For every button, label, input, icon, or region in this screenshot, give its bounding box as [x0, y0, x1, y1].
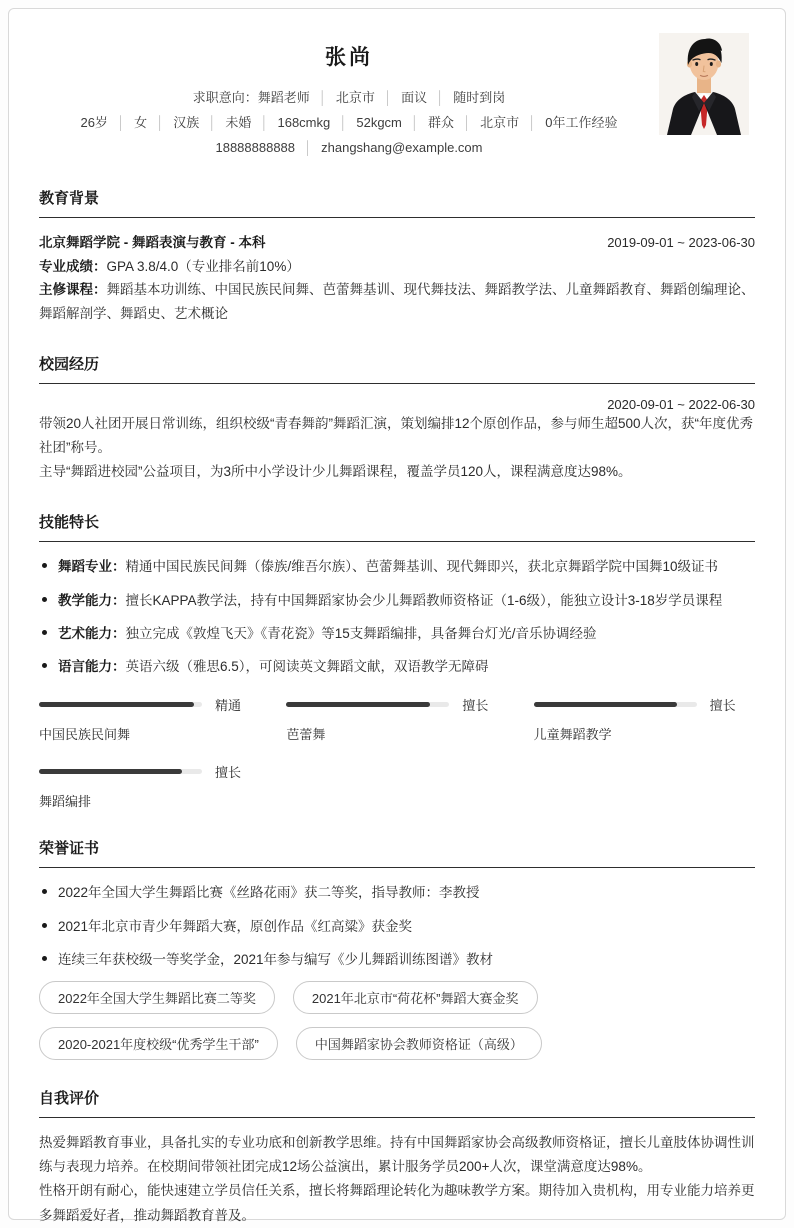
bullet-dot-icon: [42, 597, 47, 602]
skill-bullet: 舞蹈专业：精通中国民族民间舞（傣族/维吾尔族）、芭蕾舞基训、现代舞即兴，获北京舞蹈学院中国舞10级证书: [39, 555, 755, 579]
education-date: 2019-09-01 ~ 2023-06-30: [607, 235, 755, 250]
skill-name: 儿童舞蹈教学: [533, 727, 612, 743]
honor-tags: [39, 981, 755, 1060]
skill-bar-item: [286, 695, 507, 743]
job-intent-item: 舞蹈老师: [257, 90, 310, 105]
bullet-dot-icon: [42, 889, 47, 894]
skill-bar-fill: [534, 702, 677, 707]
self-evaluation-paragraph: 热爱舞蹈教育事业，具备扎实的专业功底和创新教学思维。持有中国舞蹈家协会高级教师资格证，擅长儿童肢体协调性训练与表现力培养。在校期间带领社团完成12场公益演出，累计服务学员200+人次，课堂满意度达98%。: [39, 1134, 755, 1175]
bullet-dot-icon: [42, 956, 47, 961]
skill-bar-item: [534, 695, 755, 743]
skill-bar-track: [39, 702, 202, 707]
education-school-row: [39, 231, 755, 255]
section-honors: [39, 837, 755, 1059]
skill-level-label: 精通: [215, 698, 242, 714]
contact-item: 18888888888: [215, 140, 296, 155]
skill-bar-track: [286, 702, 449, 707]
honor-tag: 2020-2021年度校级“优秀学生干部”: [39, 1027, 278, 1060]
section-title-self-evaluation: 自我评价: [39, 1087, 755, 1118]
skill-bar-track: [534, 702, 697, 707]
profile-item: │ 群众: [410, 115, 455, 130]
education-detail-rows: [39, 255, 755, 326]
job-intent-item: │ 面议: [383, 90, 428, 105]
skill-bars-grid: [39, 695, 755, 810]
bullet-dot-icon: [42, 630, 47, 635]
skill-bar-track: [39, 769, 202, 774]
header-text-block: [39, 27, 659, 160]
skill-name: 舞蹈编排: [39, 794, 92, 810]
section-title-honors: 荣誉证书: [39, 837, 755, 868]
self-evaluation-paragraph: 性格开朗有耐心，能快速建立学员信任关系，擅长将舞蹈理论转化为趣味教学方案。期待加入贵机构，用专业能力培养更多舞蹈爱好者，推动舞蹈教育普及。: [39, 1183, 755, 1223]
avatar-illustration: [659, 33, 749, 135]
skill-bar-item: [39, 695, 260, 743]
contact-items: [215, 140, 482, 155]
separator-bar: │: [528, 115, 537, 130]
skill-bullet: 教学能力：擅长KAPPA教学法，持有中国舞蹈家协会少儿舞蹈教师资格证（1-6级），能独立设计3-18岁学员课程: [39, 589, 755, 613]
education-detail-row: 专业成绩：GPA 3.8/4.0（专业排名前10%）: [39, 258, 300, 274]
header: [39, 27, 755, 160]
skill-bar-fill: [39, 702, 194, 707]
skill-name: 中国民族民间舞: [39, 727, 131, 743]
separator-bar: │: [463, 115, 472, 130]
skill-level-label: 擅长: [462, 698, 489, 714]
profile-item: │ 汉族: [156, 115, 200, 130]
profile-item: 26岁: [80, 115, 108, 130]
skills-bullet-list: [39, 555, 755, 678]
education-school: 北京舞蹈学院 - 舞蹈表演与教育 - 本科: [39, 235, 266, 250]
honor-tag: 中国舞蹈家协会教师资格证（高级）: [296, 1027, 542, 1060]
section-campus: [39, 353, 755, 485]
job-intent-line: [39, 85, 659, 110]
separator-bar: │: [410, 115, 420, 130]
profile-item: │ 北京市: [463, 115, 520, 130]
bullet-dot-icon: [42, 563, 47, 568]
skill-bar-fill: [39, 769, 182, 774]
job-intent-item: │ 随时到岗: [436, 90, 506, 105]
separator-bar: │: [156, 115, 165, 130]
education-detail-row: 主修课程：舞蹈基本功训练、中国民族民间舞、芭蕾舞基训、现代舞技法、舞蹈教学法、儿童舞蹈教育、舞蹈创编理论、舞蹈解剖学、舞蹈史、艺术概论: [39, 282, 755, 321]
job-intent-label: 求职意向：: [192, 90, 258, 105]
skill-bullet: 艺术能力：独立完成《敦煌飞天》《青花瓷》等15支舞蹈编排，具备舞台灯光/音乐协调经验: [39, 622, 755, 646]
section-title-campus: 校园经历: [39, 353, 755, 384]
resume-page: [8, 8, 786, 1223]
profile-item: │ 0年工作经验: [528, 115, 618, 130]
job-intent-items: [258, 90, 505, 105]
campus-paragraphs: [39, 412, 755, 485]
profile-line: [39, 110, 659, 135]
section-self-evaluation: [39, 1087, 755, 1228]
contact-line: [39, 135, 659, 160]
separator-bar: │: [436, 90, 445, 105]
honor-bullet: 2022年全国大学生舞蹈比赛《丝路花雨》获二等奖，指导教师：李教授: [39, 881, 755, 905]
separator-bar: │: [339, 115, 348, 130]
profile-item: │ 52kgcm: [339, 115, 402, 130]
separator-bar: │: [304, 140, 313, 155]
skill-bar-fill: [286, 702, 429, 707]
skill-level-label: 擅长: [215, 765, 242, 781]
contact-item: │ zhangshang@example.com: [304, 140, 483, 155]
bullet-dot-icon: [42, 663, 47, 668]
separator-bar: │: [208, 115, 217, 130]
honor-bullet: 连续三年获校级一等奖学金，2021年参与编写《少儿舞蹈训练图谱》教材: [39, 948, 755, 972]
campus-paragraph: 主导“舞蹈进校园”公益项目，为3所中小学设计少儿舞蹈课程，覆盖学员120人，课程满意度达98%。: [39, 464, 632, 480]
profile-item: │ 168cmkg: [260, 115, 331, 130]
section-title-skills: 技能特长: [39, 511, 755, 542]
separator-bar: │: [383, 90, 393, 105]
section-education: [39, 187, 755, 326]
skill-level-label: 擅长: [709, 698, 736, 714]
section-skills: [39, 511, 755, 810]
honor-bullet: 2021年北京市青少年舞蹈大赛，原创作品《红高粱》获金奖: [39, 915, 755, 939]
honor-tag: 2021年北京市“荷花杯”舞蹈大赛金奖: [293, 981, 538, 1014]
skill-name: 芭蕾舞: [286, 727, 326, 743]
candidate-name: 张尚: [325, 46, 373, 69]
campus-date: 2020-09-01 ~ 2022-06-30: [607, 396, 755, 412]
job-intent-item: │ 北京市: [318, 90, 375, 105]
campus-paragraph: 带领20人社团开展日常训练，组织校级“青春舞韵”舞蹈汇演，策划编排12个原创作品，参与师生超500人次，获“年度优秀社团”称号。: [39, 415, 754, 455]
honors-bullet-list: [39, 881, 755, 971]
skill-bar-item: [39, 762, 260, 810]
profile-item: │ 未婚: [208, 115, 252, 130]
separator-bar: │: [260, 115, 269, 130]
bullet-dot-icon: [42, 923, 47, 928]
profile-items: [80, 115, 617, 130]
separator-bar: │: [116, 115, 126, 130]
skill-bullet: 语言能力：英语六级（雅思6.5），可阅读英文舞蹈文献，双语教学无障碍: [39, 655, 755, 679]
self-evaluation-paragraphs: [39, 1131, 755, 1228]
profile-photo: [659, 33, 749, 135]
honor-tag: 2022年全国大学生舞蹈比赛二等奖: [39, 981, 275, 1014]
separator-bar: │: [318, 90, 327, 105]
section-title-education: 教育背景: [39, 187, 755, 218]
profile-item: │ 女: [116, 115, 148, 130]
